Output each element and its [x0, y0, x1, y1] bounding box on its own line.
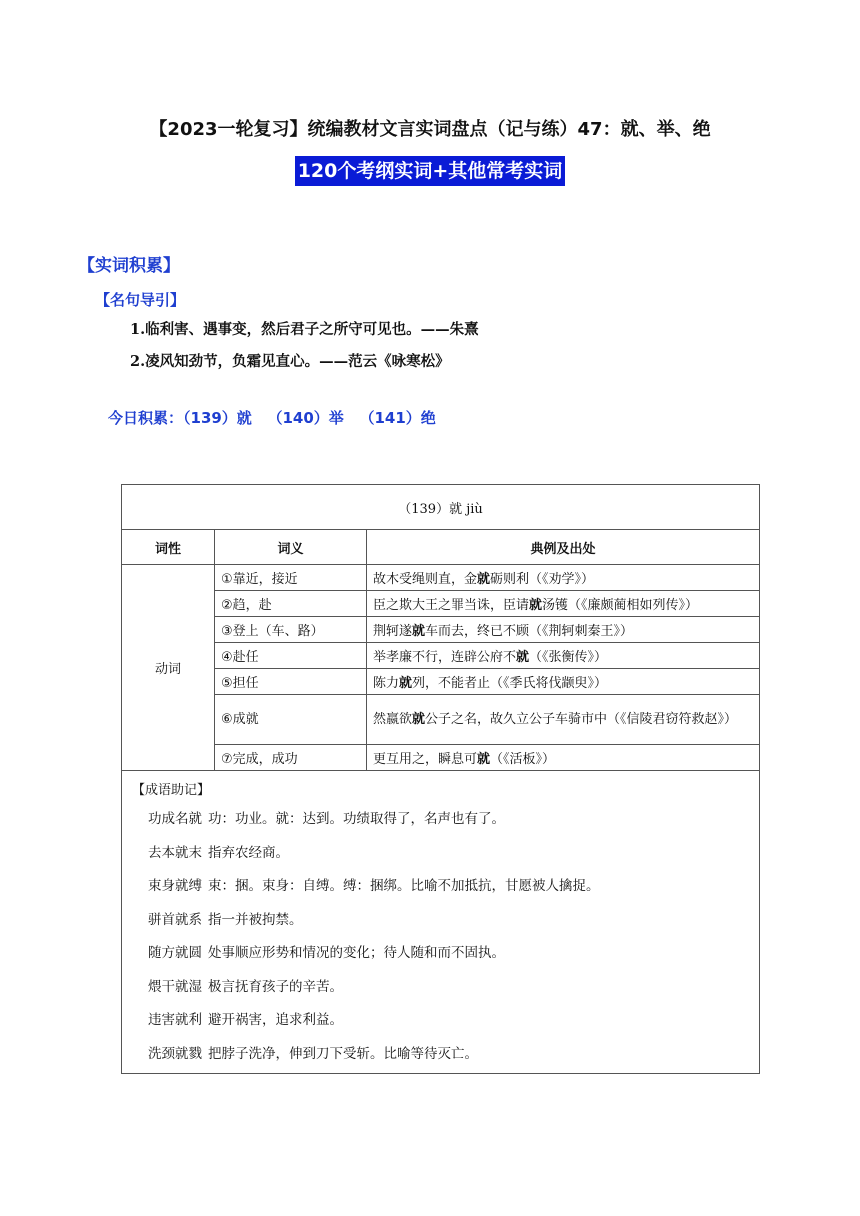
table-row [122, 617, 760, 643]
table-row [122, 643, 760, 669]
table-row [122, 669, 760, 695]
idiom-section [122, 771, 760, 1074]
idiom-item: 随方就圆 处事顺应形势和情况的变化；待人随和而不固执。 [148, 945, 505, 961]
keyword: 就 [399, 676, 413, 691]
part-of-speech-cell: 动词 [122, 565, 215, 771]
header-pos: 词性 [122, 530, 215, 565]
quote-line-1: 1.临利害、遇事变，然后君子之所守可见也。——朱熹 [130, 321, 479, 338]
example-cell: 荆轲遂就车而去，终已不顾（《荆轲刺秦王》） [367, 617, 760, 643]
example-cell: 臣之欺大王之罪当诛，臣请就汤镬（《廉颇蔺相如列传》） [367, 591, 760, 617]
meaning-cell: ②趋，赴 [215, 591, 367, 617]
quote-line-2: 2.凌风知劲节，负霜见直心。——范云《咏寒松》 [130, 353, 450, 370]
meaning-cell: ⑦完成，成功 [215, 745, 367, 771]
meaning-cell: ⑥成就 [215, 695, 367, 745]
header-meaning: 词义 [215, 530, 367, 565]
idiom-item: 束身就缚 束：捆。束身：自缚。缚：捆绑。比喻不加抵抗，甘愿被人擒捉。 [148, 878, 600, 894]
keyword: 就 [412, 624, 426, 639]
idiom-item: 去本就末 指弃农经商。 [148, 844, 289, 861]
keyword: 就 [412, 711, 426, 727]
header-example: 典例及出处 [367, 530, 760, 565]
table-row [122, 565, 760, 591]
keyword: 就 [477, 572, 491, 587]
highlight-banner: 120个考纲实词+其他常考实词 [295, 156, 566, 186]
idiom-section-title: 【成语助记】 [132, 783, 211, 798]
keyword: 就 [516, 650, 530, 665]
section-heading: 【实词积累】 [78, 256, 180, 276]
vocab-table [121, 484, 760, 1074]
example-cell: 陈力就列，不能者止（《季氏将伐颛臾》） [367, 669, 760, 695]
example-cell: 故木受绳则直，金就砺则利（《劝学》） [367, 565, 760, 591]
table-row [122, 695, 760, 745]
table-header-row [122, 530, 760, 565]
meaning-cell: ④赴任 [215, 643, 367, 669]
idiom-item: 煨干就湿 极言抚育孩子的辛苦。 [148, 978, 343, 995]
today-accumulation: 今日积累：（139）就 （140）举 （141）绝 [108, 409, 436, 427]
document-title: 【2023一轮复习】统编教材文言实词盘点（记与练）47：就、举、绝 [149, 119, 711, 140]
table-row [122, 591, 760, 617]
idiom-item: 违害就利 避开祸害，追求利益。 [148, 1012, 343, 1028]
example-cell: 然嬴欲就公子之名，故久立公子车骑市中（《信陵君窃符救赵》） [367, 695, 760, 745]
idiom-item: 骈首就系 指一并被拘禁。 [148, 911, 303, 928]
keyword: 就 [529, 598, 543, 613]
idiom-item: 功成名就 功：功业。就：达到。功绩取得了，名声也有了。 [148, 811, 505, 827]
banner-container [0, 156, 860, 186]
sub-section-heading: 【名句导引】 [95, 291, 186, 309]
meaning-cell: ③登上（车、路） [215, 617, 367, 643]
example-cell: 举孝廉不行，连辟公府不就（《张衡传》） [367, 643, 760, 669]
table-title: （139）就 jiù [122, 485, 760, 530]
idiom-item: 洗颈就戮 把脖子洗净，伸到刀下受斩。比喻等待灭亡。 [148, 1045, 478, 1062]
example-cell: 更互用之，瞬息可就（《活板》） [367, 745, 760, 771]
table-row [122, 745, 760, 771]
meaning-cell: ①靠近，接近 [215, 565, 367, 591]
keyword: 就 [477, 752, 491, 767]
meaning-cell: ⑤担任 [215, 669, 367, 695]
